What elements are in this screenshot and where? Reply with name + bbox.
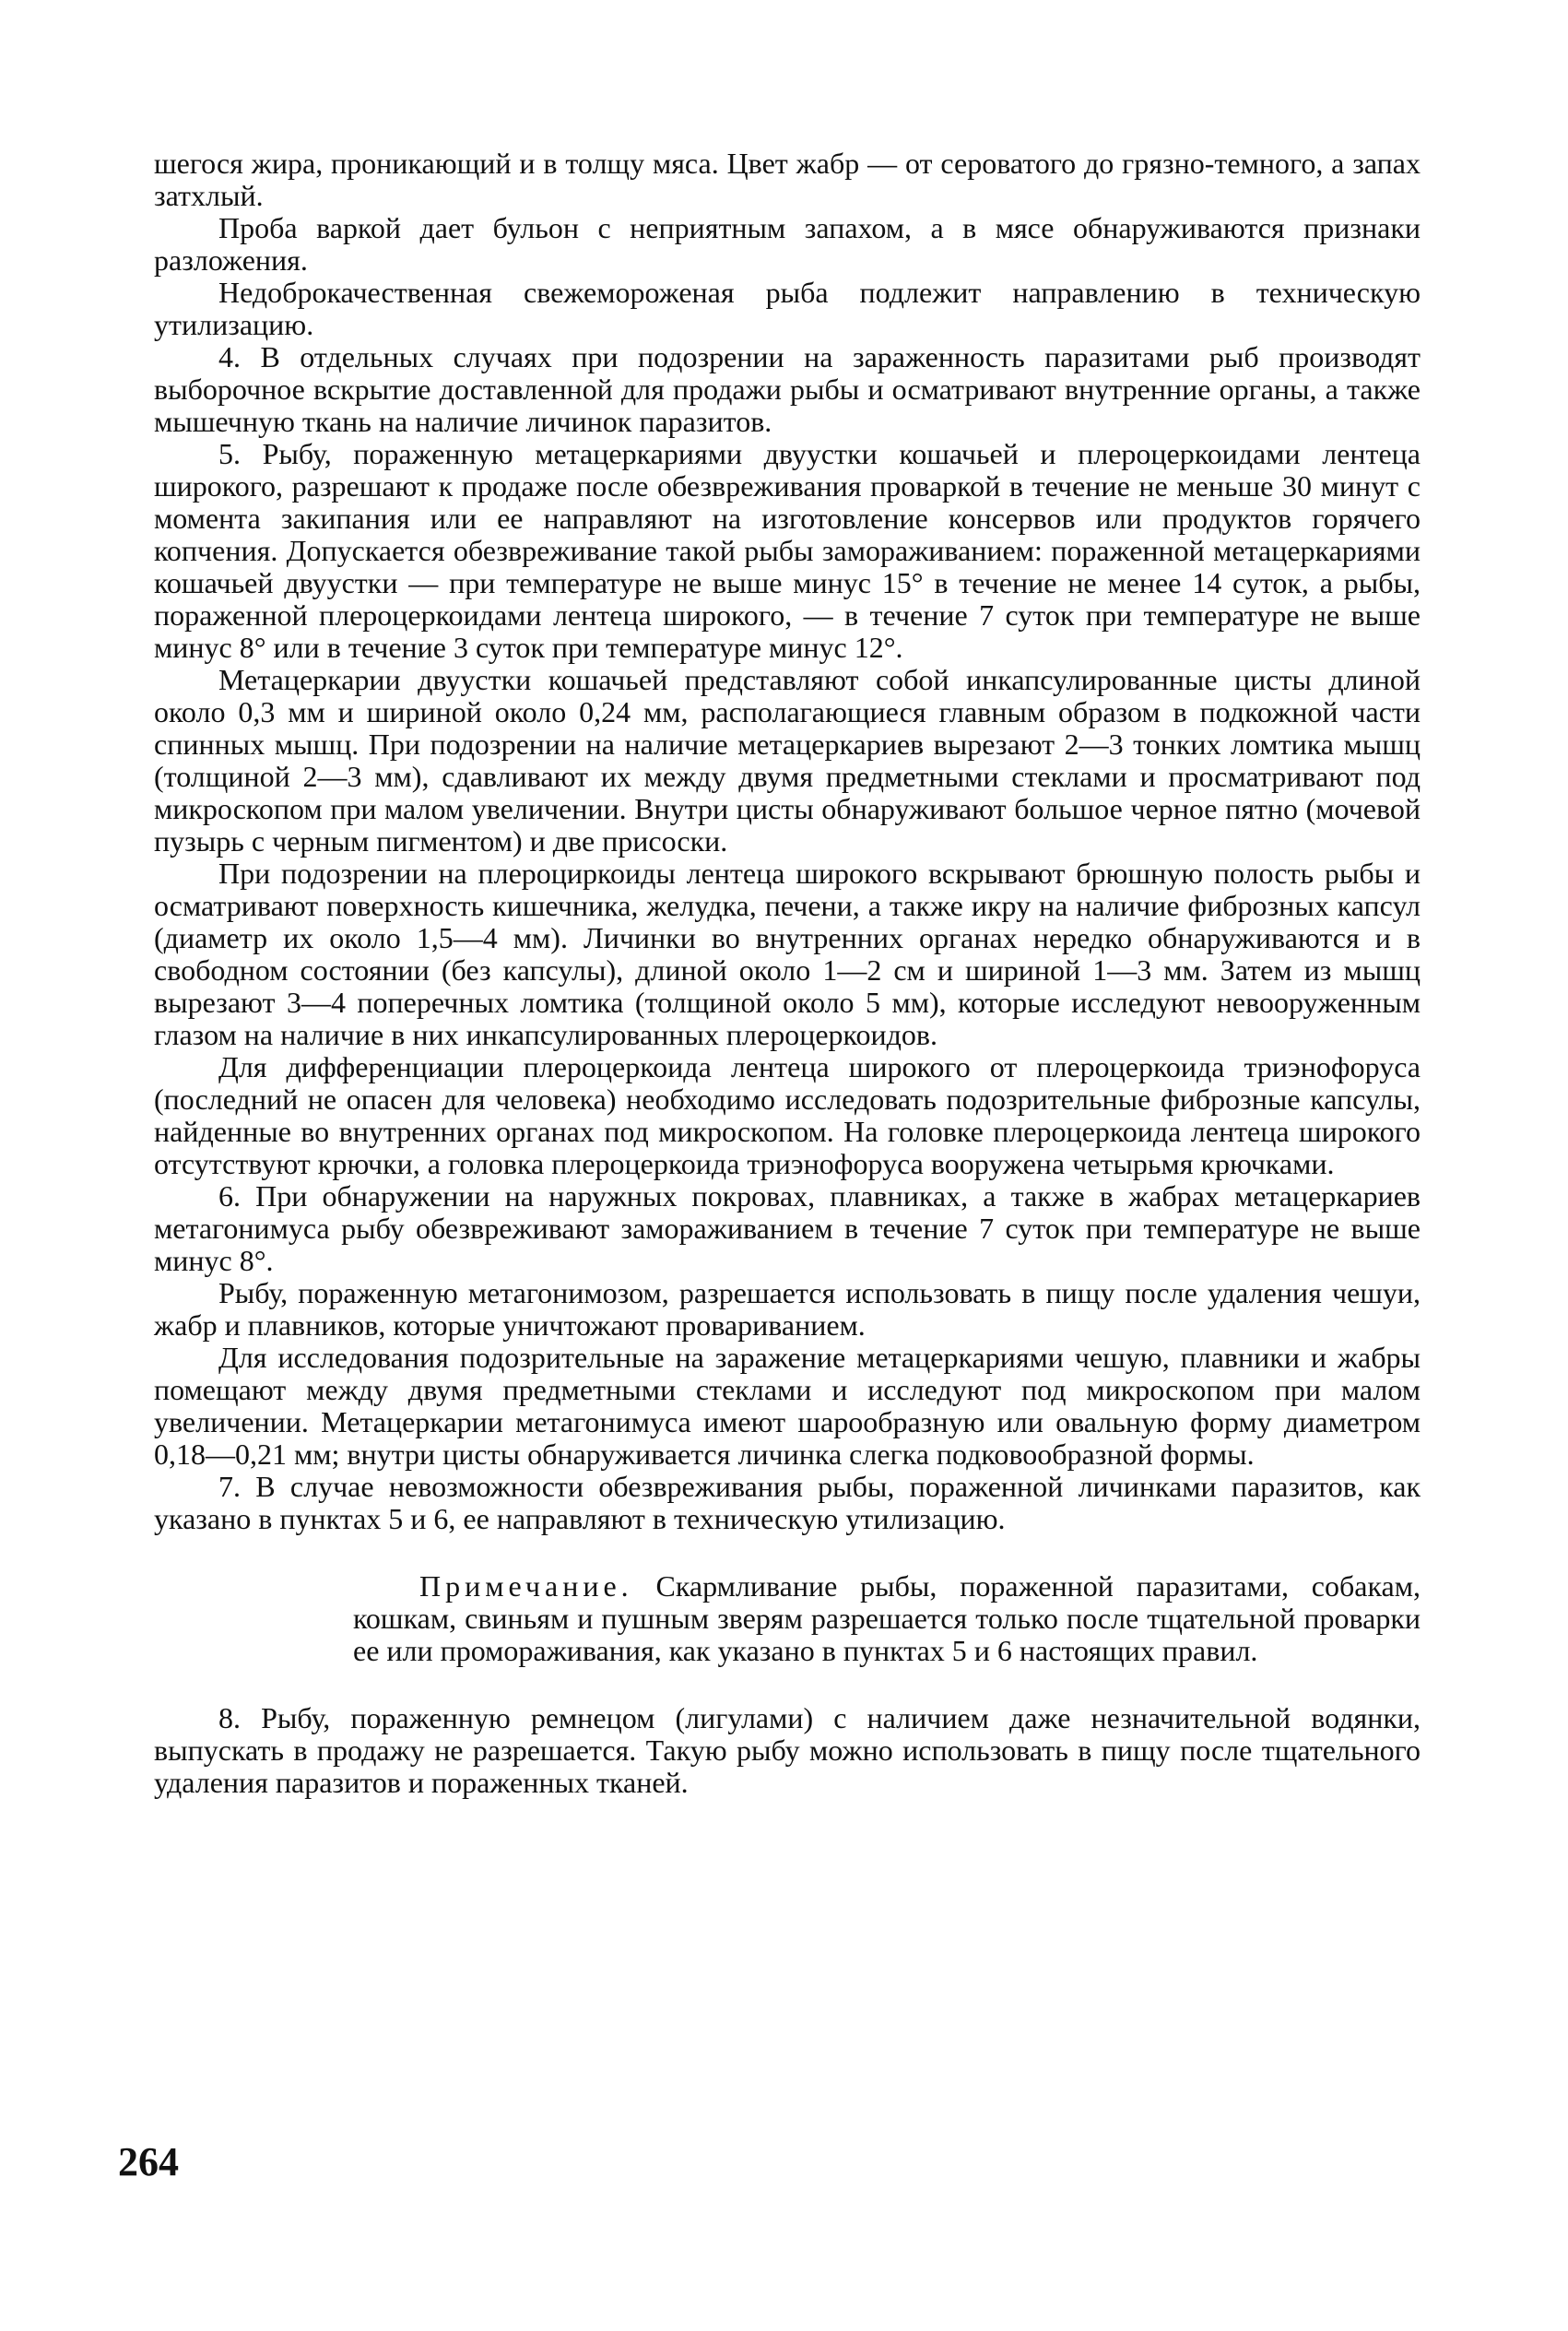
note-text: Скармливание рыбы, пораженной паразитами, собакам, кошкам, свиньям и пушным зверям разрешается только после тщательной проварки ее или промораживания, как указано в пунктах 5 и 6 настоящих правил. <box>353 1569 1421 1667</box>
paragraph-item-8: 8. Рыбу, пораженную ремнецом (лигулами) с наличием даже незначительной водянки, выпускать в продажу не разрешается. Такую рыбу можно использовать в пищу после тщательного удаления паразитов и пораженных тканей. <box>154 1701 1421 1799</box>
paragraph: Метацеркарии двуустки кошачьей представляют собой инкапсулированные цисты длиной около 0,3 мм и шириной около 0,24 мм, располагающиеся главным образом в подкожной части спинных мышц. При подозрении на наличие метацеркариев вырезают 2—3 тонких ломтика мышц (толщиной 2—3 мм), сдавливают их между двумя предметными стеклами и просматривают под микроскопом при малом увеличении. Внутри цисты обнаруживают большое черное пятно (мочевой пузырь с черным пигментом) и две присоски. <box>154 663 1421 858</box>
paragraph: Недоброкачественная свежемороженая рыба подлежит направлению в техническую утилизацию. <box>154 276 1421 341</box>
paragraph-item-7: 7. В случае невозможности обезвреживания рыбы, пораженной личинками паразитов, как указано в пунктах 5 и 6, ее направляют в техническую утилизацию. <box>154 1470 1421 1535</box>
paragraph-continuation: шегося жира, проникающий и в толщу мяса. Цвет жабр — от сероватого до грязно-темного, а запах затхлый. <box>154 147 1421 212</box>
paragraph-item-5: 5. Рыбу, пораженную метацеркариями двуустки кошачьей и плероцеркоидами лентеца широкого, разрешают к продаже после обезвреживания проваркой в течение не меньше 30 минут с момента закипания или ее направляют на изготовление консервов или продуктов горячего копчения. Допускается обезвреживание такой рыбы замораживанием: пораженной метацеркариями кошачьей двуустки — при температуре не выше минус 15° в течение не менее 14 суток, а рыбы, пораженной плероцеркоидами лентеца широкого, — в течение 7 суток при температуре не выше минус 8° или в течение 3 суток при температуре минус 12°. <box>154 437 1421 664</box>
paragraph: Рыбу, пораженную метагонимозом, разрешается использовать в пищу после удаления чешуи, жабр и плавников, которые уничтожают провариванием. <box>154 1276 1421 1342</box>
page-number: 264 <box>118 2139 179 2184</box>
note-label: Примечание. <box>419 1569 633 1603</box>
paragraph: При подозрении на плероциркоиды лентеца широкого вскрывают брюшную полость рыбы и осматривают поверхность кишечника, желудка, печени, а также икру на наличие фиброзных капсул (диаметр их около 1,5—4 мм). Личинки во внутренних органах нередко обнаруживаются и в свободном состоянии (без капсулы), длиной около 1—2 см и шириной 1—3 мм. Затем из мышц вырезают 3—4 поперечных ломтика (толщиной около 5 мм), которые исследуют невооруженным глазом на наличие в них инкапсулированных плероцеркоидов. <box>154 857 1421 1051</box>
main-text <box>154 148 1421 1799</box>
paragraph: Для исследования подозрительные на заражение метацеркариями чешую, плавники и жабры помещают между двумя предметными стеклами и исследуют под микроскопом при малом увеличении. Метацеркарии метагонимуса имеют шарообразную или овальную форму диаметром 0,18—0,21 мм; внутри цисты обнаруживается личинка слегка подковообразной формы. <box>154 1341 1421 1471</box>
paragraph-item-6: 6. При обнаружении на наружных покровах, плавниках, а также в жабрах метацеркариев метагонимуса рыбу обезвреживают замораживанием в течение 7 суток при температуре не выше минус 8°. <box>154 1179 1421 1277</box>
paragraph-item-4: 4. В отдельных случаях при подозрении на зараженность паразитами рыб производят выборочное вскрытие доставленной для продажи рыбы и осматривают внутренние органы, а также мышечную ткань на наличие личинок паразитов. <box>154 340 1421 438</box>
note-block <box>353 1570 1421 1667</box>
paragraph: Проба варкой дает бульон с неприятным запахом, а в мясе обнаруживаются признаки разложения. <box>154 211 1421 277</box>
paragraph: Для дифференциации плероцеркоида лентеца широкого от плероцеркоида триэнофоруса (последний не опасен для человека) необходимо исследовать подозрительные фиброзные капсулы, найденные во внутренних органах под микроскопом. На головке плероцеркоида лентеца широкого отсутствуют крючки, а головка плероцеркоида триэнофоруса вооружена четырьмя крючками. <box>154 1050 1421 1180</box>
